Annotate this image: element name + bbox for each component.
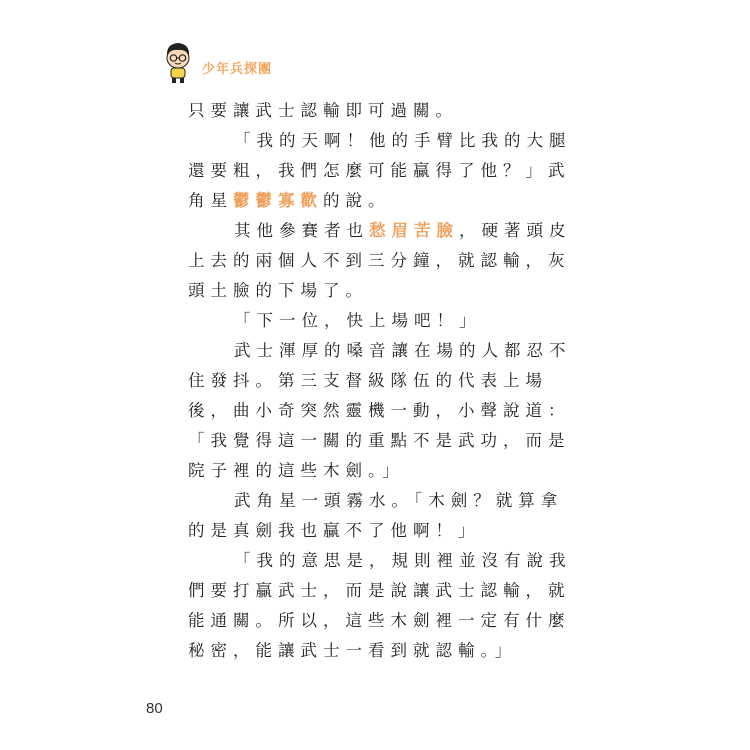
text-run: ，硬著頭皮上去的兩個人不到三分鐘，就認輸，灰頭土臉的下場了。 bbox=[188, 221, 572, 300]
story-paragraph bbox=[188, 96, 578, 126]
highlighted-idiom: 鬱鬱寡歡 bbox=[233, 191, 323, 210]
text-run: 的說。 bbox=[323, 191, 391, 210]
highlighted-idiom: 愁眉苦臉 bbox=[369, 221, 459, 240]
story-paragraph bbox=[188, 336, 578, 486]
story-paragraph bbox=[188, 546, 578, 666]
boy-with-glasses-icon bbox=[158, 40, 198, 84]
text-run: 「下一位，快上場吧！」 bbox=[234, 311, 482, 330]
story-paragraph bbox=[188, 216, 578, 306]
text-run: 武士渾厚的嗓音讓在場的人都忍不住發抖。第三支督級隊伍的代表上場後，曲小奇突然靈機一動，小聲說道：「我覺得這一關的重點不是武功，而是院子裡的這些木劍。」 bbox=[188, 341, 572, 480]
page-number: 80 bbox=[146, 700, 163, 717]
text-run: 「我的意思是，規則裡並沒有說我們要打贏武士，而是說讓武士認輸，就能通關。所以，這些木劍裡一定有什麼秘密，能讓武士一看到就認輸。」 bbox=[188, 551, 572, 660]
text-run: 只要讓武士認輸即可過關。 bbox=[188, 101, 458, 120]
series-header bbox=[158, 40, 272, 84]
text-run: 「我的天啊！他的手臂比我的大腿還要粗，我們怎麼可能贏得了他？」武角星 bbox=[188, 131, 572, 210]
text-run: 武角星一頭霧水。「木劍？就算拿的是真劍我也贏不了他啊！」 bbox=[188, 491, 564, 540]
story-paragraph bbox=[188, 306, 578, 336]
series-title: 少年兵探團 bbox=[202, 61, 273, 77]
story-paragraph bbox=[188, 486, 578, 546]
story-text bbox=[188, 96, 578, 666]
text-run: 其他參賽者也 bbox=[234, 221, 369, 240]
story-paragraph bbox=[188, 126, 578, 216]
